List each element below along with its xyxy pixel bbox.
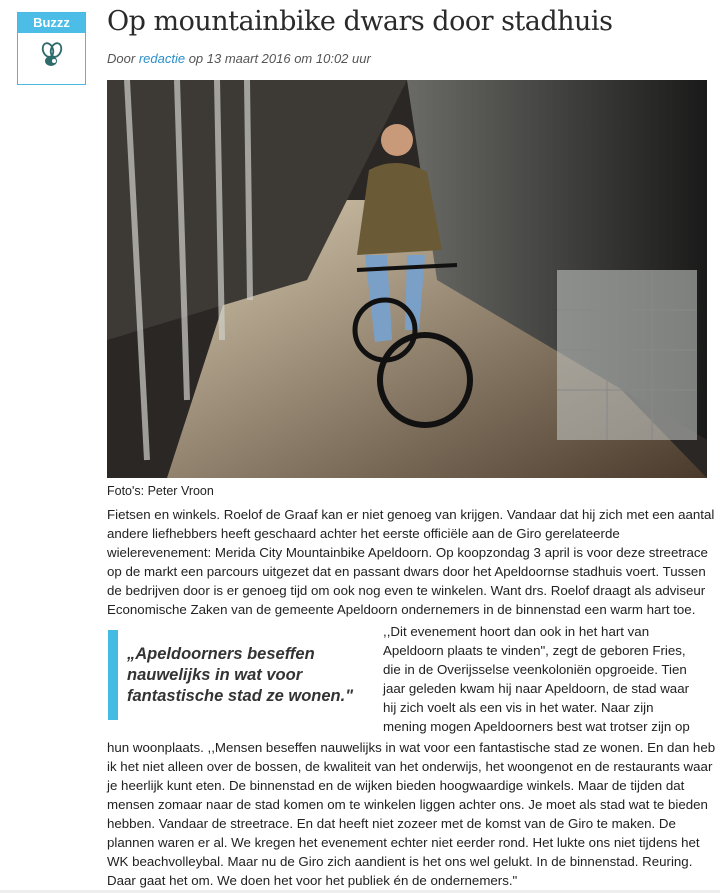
text-line: ik het niet alleen over de bossen, de kwaliteit van het onderwijs, het woongenot en de restaurants waar — [107, 759, 713, 774]
badge-label: Buzzz — [18, 13, 85, 33]
paragraph-continued — [107, 738, 715, 890]
text-line: op de markt een parcours uitgezet dat en passant dwars door het Apeldoornse stadhuis voert. Tussen — [107, 564, 706, 579]
text-line: jaar geleden kwam hij naar Apeldoorn, de stad waar — [383, 681, 690, 696]
photo-caption: Foto's: Peter Vroon — [107, 484, 214, 498]
article-title: Op mountainbike dwars door stadhuis — [107, 6, 613, 37]
text-line: mening mogen Apeldoorners best wat trotser zijn op — [383, 719, 690, 734]
text-line: die in de Overijsselse veenkoloniën opgroeide. Tien — [383, 662, 687, 677]
paragraph-side — [383, 622, 690, 736]
text-line: hebben. Vandaar de streetrace. En dat heeft niet zozeer met de komst van de Giro te maken. De — [107, 816, 676, 831]
text-line: andere liefhebbers heeft geschaard achter het eerste officiële aan de Giro gerelateerde — [107, 526, 620, 541]
quote-line: fantastische stad ze wonen." — [127, 687, 354, 705]
author-link[interactable]: redactie — [138, 51, 186, 66]
text-line: de bedrijven door is er genoeg tijd om ook nog even te winkelen. Want drs. Roelof draagt als adviseur — [107, 583, 706, 598]
text-line: plannen waren er al. We kregen het evenement echter niet eerder rond. Het lukte ons niet tijdens het — [107, 835, 700, 850]
text-line: hun woonplaats. ,,Mensen beseffen nauwelijks in wat voor een fantastische stad ze wonen. En dan heb — [107, 740, 716, 755]
pull-quote-bar — [108, 630, 118, 720]
quote-line: „Apeldoorners beseffen — [127, 645, 315, 663]
text-line: hij zich voelt als een vis in het water. Naar zijn — [383, 700, 654, 715]
text-line: Economische Zaken van de gemeente Apeldoorn ondernemers in de binnenstad een warm hart toe. — [107, 602, 696, 617]
text-line: WK beachvolleybal. Maar nu de Giro zich aandient is het ons wel gelukt. In de binnenstad. Reuring. — [107, 854, 693, 869]
text-line: mensen zomaar naar de stad komen om te winkelen liggen achter ons. Je moet als stad wat te bieden — [107, 797, 708, 812]
fly-icon — [37, 41, 67, 71]
publish-date: op 13 maart 2016 om 10:02 uur — [188, 51, 371, 66]
cyclist-photo — [107, 80, 707, 478]
byline — [107, 51, 371, 66]
text-line: wielerevenement: Merida City Mountainbike Apeldoorn. Op koopzondag 3 april is voor deze streetrace — [107, 545, 708, 560]
text-line: ,,Dit evenement hoort dan ook in het hart van — [383, 624, 650, 639]
pull-quote — [127, 644, 353, 707]
text-line: je heerlijk kunt eten. De binnenstad en de wijken bieden hoogwaardige winkels. Maar de tijden dat — [107, 778, 685, 793]
byline-prefix: Door — [107, 51, 136, 66]
quote-line: nauwelijks in wat voor — [127, 666, 303, 684]
category-badge[interactable] — [17, 12, 86, 85]
text-line: Fietsen en winkels. Roelof de Graaf kan er niet genoeg van krijgen. Vandaar dat hij zich met een aantal — [107, 507, 715, 522]
text-line: Daar gaat het om. We doen het voor het publiek én de ondernemers." — [107, 873, 518, 888]
text-line: Apeldoorn plaats te vinden", zegt de geboren Fries, — [383, 643, 686, 658]
paragraph-intro — [107, 505, 714, 619]
article-photo — [107, 80, 707, 478]
